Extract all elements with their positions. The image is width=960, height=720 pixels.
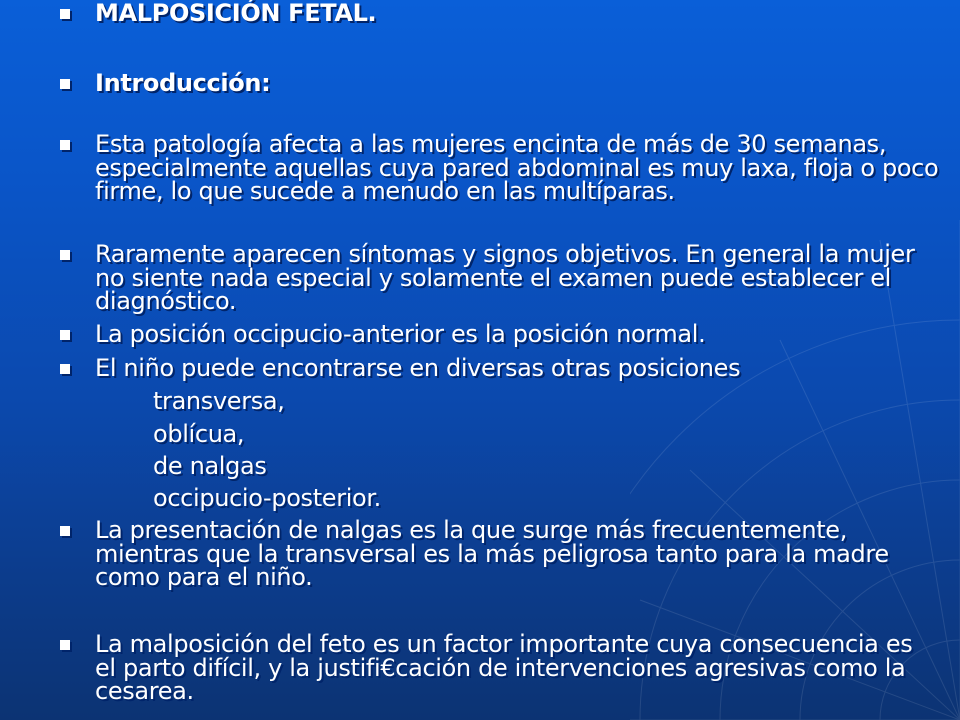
bullet-icon [60, 364, 70, 374]
paragraph-text: Raramente aparecen síntomas y signos objetivos. En general la mujer no siente nada especial y solamente el examen puede establecer el diagnóstico. [95, 240, 915, 315]
bullet-icon [60, 140, 70, 150]
position-item: oblícua, [153, 420, 245, 448]
paragraph-text: El niño puede encontrarse en diversas otras posiciones [95, 354, 741, 382]
paragraph-text: La presentación de nalgas es la que surge más frecuentemente, mientras que la transversal es la más peligrosa tanto para la madre como para el niño. [95, 516, 889, 591]
slide-title: MALPOSICIÓN FETAL. [95, 0, 377, 27]
position-item: transversa, [153, 387, 285, 415]
bullet-icon [60, 526, 70, 536]
paragraph-text: La posición occipucio-anterior es la posición normal. [95, 320, 706, 348]
paragraph-item [60, 630, 940, 705]
paragraph-text: La malposición del feto es un factor importante cuya consecuencia es el parto difícil, y la justifi€cación de intervenciones agresivas como la cesarea. [95, 630, 913, 705]
title-item [60, 2, 940, 26]
bullet-icon [60, 330, 70, 340]
intro-item [60, 69, 940, 97]
bullet-icon [60, 640, 70, 650]
paragraph-item [60, 130, 940, 205]
paragraph-item [60, 320, 940, 348]
bullet-icon [60, 79, 70, 89]
bullet-icon [60, 9, 70, 19]
paragraph-item [60, 516, 940, 591]
bullet-icon [60, 250, 70, 260]
position-item: occipucio-posterior. [153, 484, 381, 512]
intro-heading: Introducción: [95, 69, 271, 97]
paragraph-item [60, 240, 940, 315]
paragraph-text: Esta patología afecta a las mujeres encinta de más de 30 semanas, especialmente aquellas cuya pared abdominal es muy laxa, floja o poco firme, lo que sucede a menudo en las multíparas. [95, 130, 939, 205]
position-item: de nalgas [153, 452, 267, 480]
paragraph-item [60, 354, 940, 382]
